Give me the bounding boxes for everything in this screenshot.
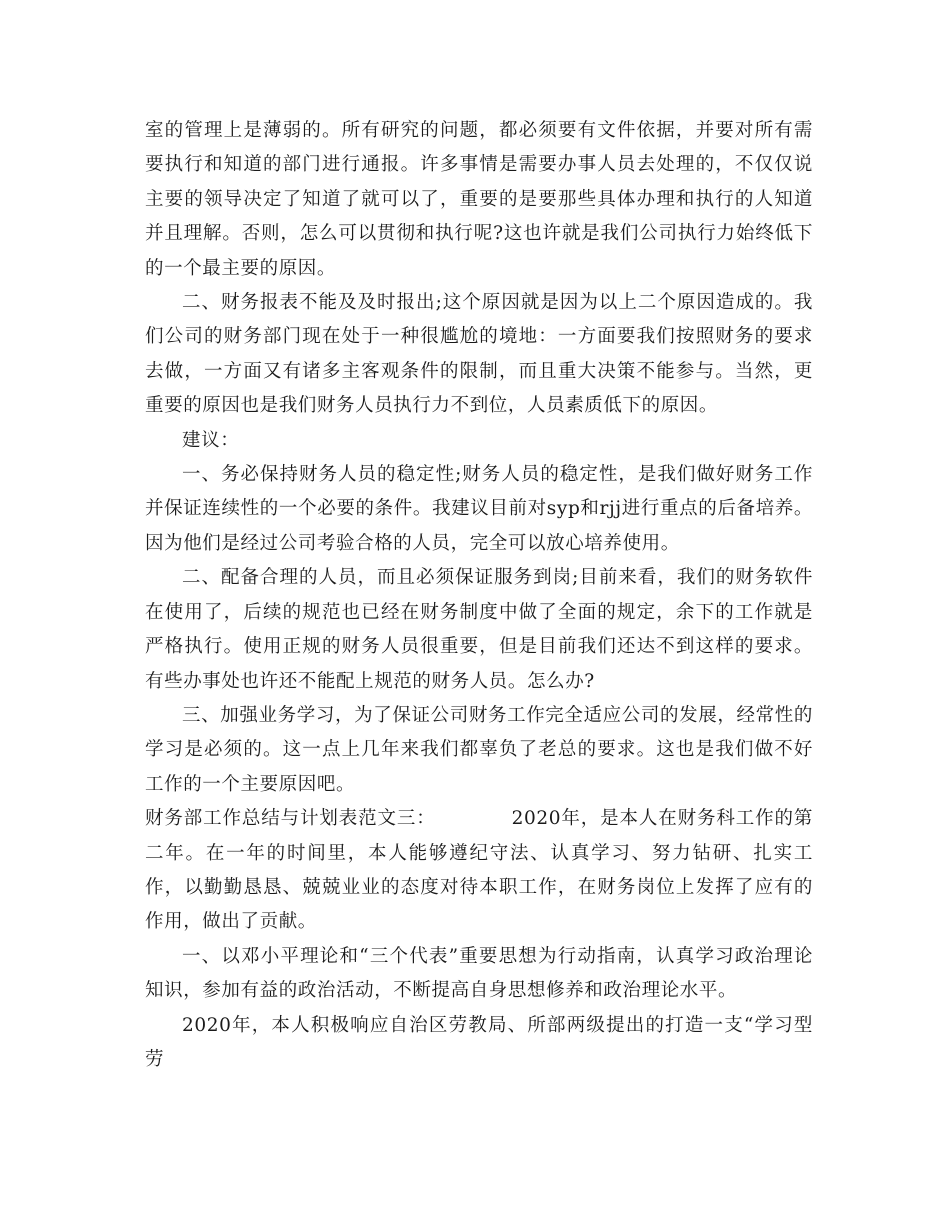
paragraph-suggestions-heading: 建议： (182, 429, 240, 451)
section-heading: 财务部工作总结与计划表范文三： (145, 808, 436, 830)
paragraph-section-point-2: 2020年，本人积极响应自治区劳教局、所部两级提出的打造一支“学习型劳 (145, 1014, 813, 1070)
paragraph-section-three (145, 802, 813, 940)
paragraph-suggestion-1: 一、务必保持财务人员的稳定性;财务人员的稳定性，是我们做好财务工作并保证连续性的一个必要的条件。我建议目前对syp和rjj进行重点的后备培养。因为他们是经过公司考验合格的人员，完全可以放心培养使用。 (145, 464, 813, 554)
document-body (145, 114, 813, 1077)
section-intro: 2020年，是本人在财务科工作的第二年。在一年的时间里，本人能够遵纪守法、认真学习、努力钻研、扎实工作，以勤勤恳恳、兢兢业业的态度对待本职工作，在财务岗位上发挥了应有的作用，做出了贡献。 (145, 808, 813, 933)
paragraph-section-point-1: 一、以邓小平理论和“三个代表”重要思想为行动指南，认真学习政治理论知识，参加有益的政治活动，不断提高自身思想修养和政治理论水平。 (145, 945, 813, 1002)
paragraph-1: 室的管理上是薄弱的。所有研究的问题，都必须要有文件依据，并要对所有需要执行和知道的部门进行通报。许多事情是需要办事人员去处理的，不仅仅说主要的领导决定了知道了就可以了，重要的是要那些具体办理和执行的人知道并且理解。否则，怎么可以贯彻和执行呢?这也许就是我们公司执行力始终低下的一个最主要的原因。 (145, 120, 813, 279)
paragraph-2: 二、财务报表不能及及时报出;这个原因就是因为以上二个原因造成的。我们公司的财务部门现在处于一种很尴尬的境地：一方面要我们按照财务的要求去做，一方面又有诸多主客观条件的限制，而且重大决策不能参与。当然，更重要的原因也是我们财务人员执行力不到位，人员素质低下的原因。 (145, 292, 813, 417)
paragraph-suggestion-2: 二、配备合理的人员，而且必须保证服务到岗;目前来看，我们的财务软件在使用了，后续的规范也已经在财务制度中做了全面的规定，余下的工作就是严格执行。使用正规的财务人员很重要，但是目前我们还达不到这样的要求。有些办事处也许还不能配上规范的财务人员。怎么办? (145, 567, 813, 692)
paragraph-suggestion-3: 三、加强业务学习，为了保证公司财务工作完全适应公司的发展，经常性的学习是必须的。这一点上几年来我们都辜负了老总的要求。这也是我们做不好工作的一个主要原因吧。 (145, 704, 813, 795)
